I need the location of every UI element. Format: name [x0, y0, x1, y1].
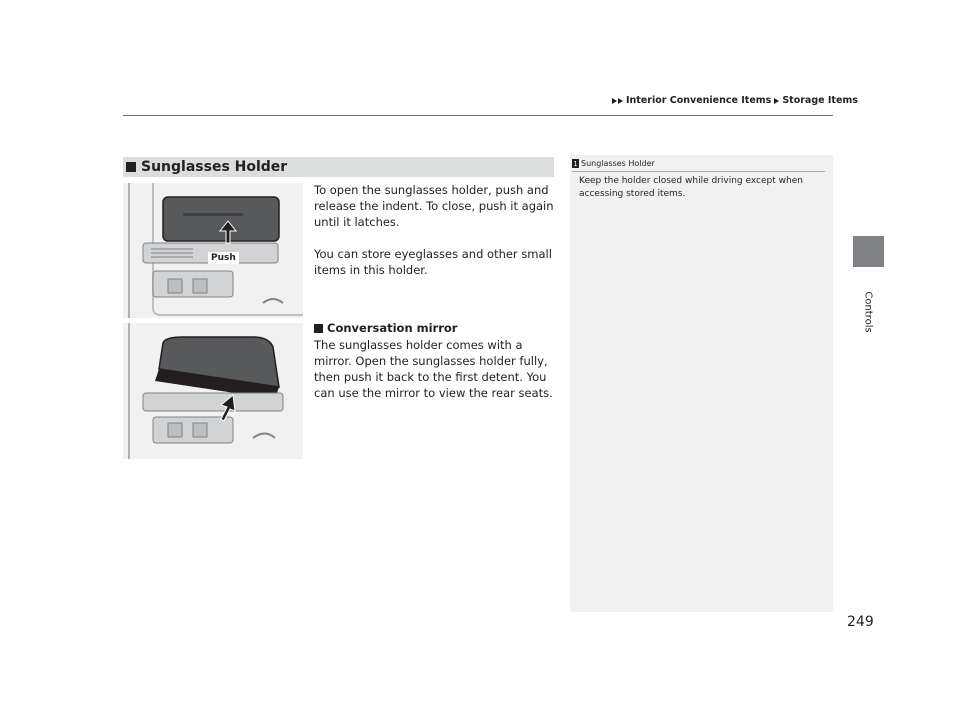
breadcrumb-arrow-icon: [612, 98, 617, 104]
breadcrumb-item[interactable]: Interior Convenience Items: [626, 95, 772, 106]
subheading-title: Conversation mirror: [327, 321, 458, 335]
mirror-illustration-icon: [123, 323, 303, 459]
section-heading: [123, 157, 554, 177]
sidebar-body: Keep the holder closed while driving except when accessing stored items.: [579, 176, 803, 199]
sidebar-heading: [572, 159, 825, 172]
subheading: [314, 321, 457, 335]
sidebar-marker: 1: [573, 159, 578, 168]
chapter-label[interactable]: Controls: [862, 291, 874, 333]
header-divider: [123, 115, 833, 116]
figure-conversation-mirror: [123, 323, 303, 459]
instruction-paragraph: To open the sunglasses holder, push and release the indent. To close, push it again until it latches.: [314, 183, 554, 229]
sidebar-heading-text[interactable]: Sunglasses Holder: [581, 159, 655, 168]
breadcrumb-item[interactable]: Storage Items: [782, 95, 858, 106]
breadcrumb-separator-icon: [774, 98, 779, 104]
breadcrumb-arrow-icon: [618, 98, 623, 104]
sidebar-note: [570, 155, 833, 612]
push-label: Push: [208, 252, 239, 264]
mirror-paragraph: The sunglasses holder comes with a mirror. Open the sunglasses holder fully, then push it back to the first detent. You can use the mirror to view the rear seats.: [314, 338, 553, 400]
page-number: 249: [847, 614, 874, 630]
storage-paragraph: You can store eyeglasses and other small items in this holder.: [314, 247, 552, 277]
breadcrumb: [612, 95, 858, 106]
figure-holder-push: [123, 183, 303, 318]
holder-illustration-icon: [123, 183, 303, 318]
chapter-tab: [853, 236, 884, 267]
section-title: Sunglasses Holder: [141, 159, 288, 175]
section-square-icon: [126, 162, 136, 172]
subheading-square-icon: [314, 324, 323, 333]
